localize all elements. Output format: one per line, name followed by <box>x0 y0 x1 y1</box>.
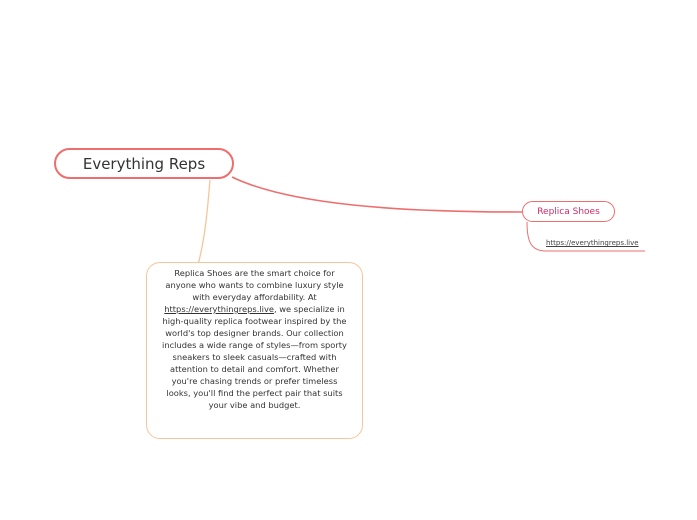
note-text-before: Replica Shoes are the smart choice for anyone who wants to combine luxury style with everyday affordability. At <box>165 268 344 302</box>
root-topic-label: Everything Reps <box>82 154 206 173</box>
subtopic-link[interactable]: https://everythingreps.live <box>546 239 639 247</box>
topic-label: Replica Shoes <box>537 206 600 217</box>
root-topic-node[interactable] <box>54 148 234 179</box>
topic-node-replica-shoes[interactable] <box>522 201 615 222</box>
root-to-topic-connector <box>232 177 522 212</box>
note-text-after: , we specialize in high-quality replica footwear inspired by the world's top designer brands. Our collection includes a wide range of styles—from sporty sneakers to sleek casuals—crafted with attention to detail and comfort. Whether you're chasing trends or prefer timeless looks, you'll find the perfect pair that suits your vibe and budget. <box>162 304 347 410</box>
note-box[interactable] <box>146 262 363 439</box>
note-link[interactable]: https://everythingreps.live <box>164 304 274 314</box>
